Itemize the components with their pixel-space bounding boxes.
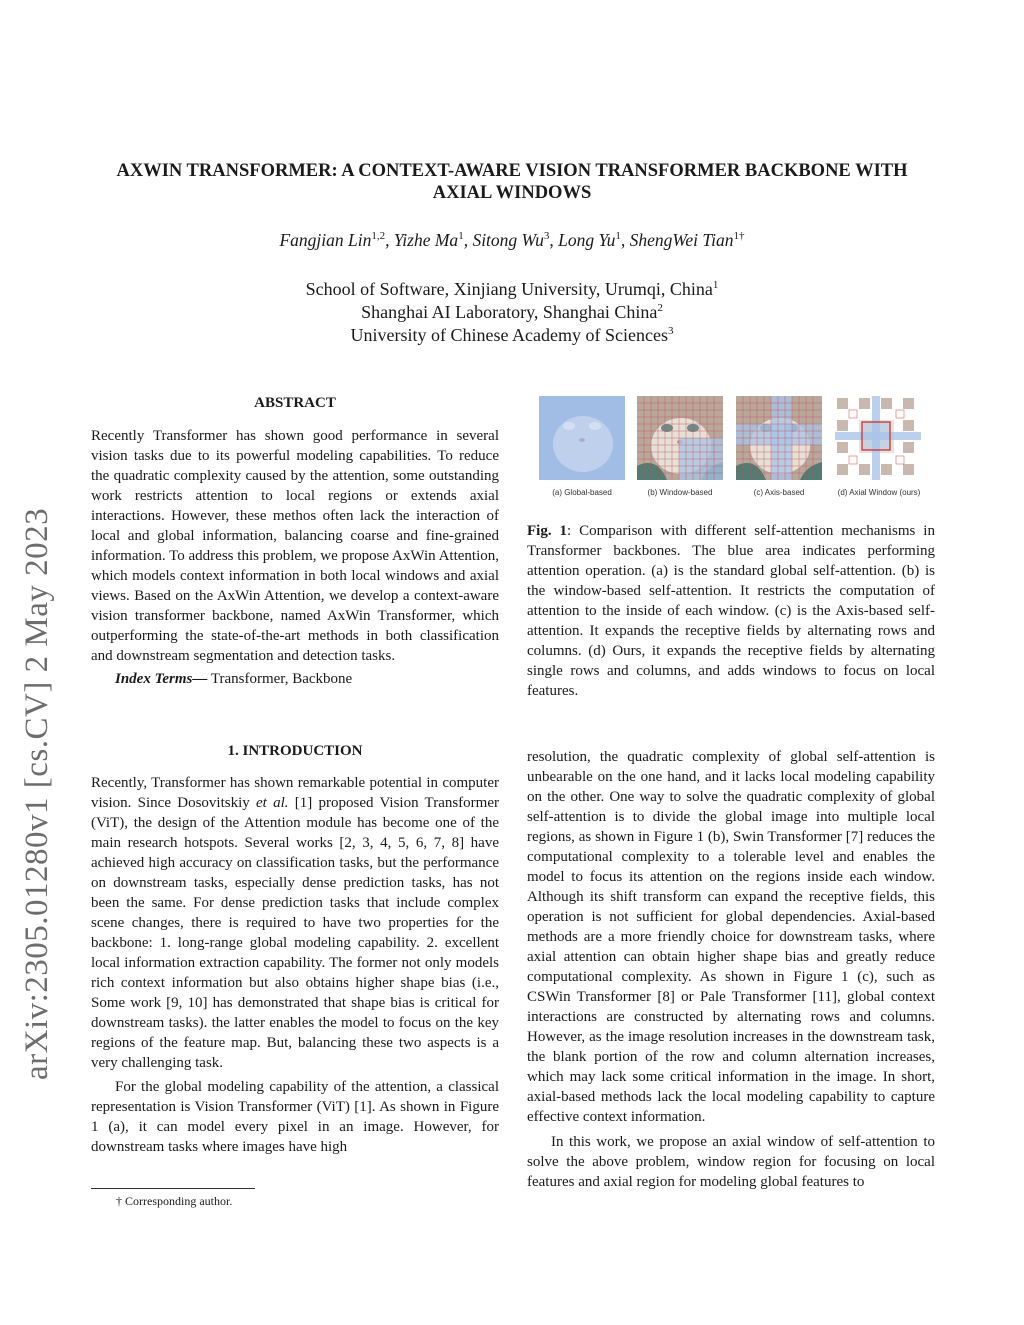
intro-paragraph-2: For the global modeling capability of the attention, a classical representation is Vision Transformer (ViT) [1]. As shown in Figure 1 (a), it can model every pixel in an image. However, for downstream tasks where images have high (91, 1079, 499, 1155)
index-terms: Index Terms— Transformer, Backbone (115, 671, 353, 687)
panel-axis-based (736, 396, 822, 480)
abstract-heading: ABSTRACT (254, 395, 336, 411)
panel-axial-window (835, 396, 921, 480)
panel-label: (b) Window-based (647, 488, 713, 497)
affiliation: University of Chinese Academy of Sciences$^3$ (350, 325, 674, 345)
affiliations (100, 278, 924, 347)
intro-paragraph-3: resolution, the quadratic complexity of global self-attention is unbearable on the one hand, and it lacks local modeling capability on the other. One way to solve the quadratic complexity of global self-attention is to divide the global image into multiple local regions, as shown in Figure 1 (b), Swin Transformer [7] reduces the computational complexity to a tolerable level and enables the model to focus its attention on the regions inside each window. Although its shift transform can expand the receptive fields, this operation is not sufficient for global dependencies. Axial-based methods are a more friendly choice for downstream tasks, where axial attention can obtain higher shape bias and greatly reduce computational complexity. As shown in Figure 1 (c), such as CSWin Transformer [8] or Pale Transformer [11], global context interactions are constructed by alternating rows and columns. However, as the image resolution increases in the downstream task, the blank portion of the row and column alternation increases, which may lack some critical information in the image. In short, axial-based methods lack the local modeling capability to capture effective context information. (527, 749, 935, 1125)
figure-caption: Fig. 1: Comparison with different self-attention mechanisms in Transformer backbones. The blue area indicates performing attention operation. (a) is the standard global self-attention. (b) is the window-based self-attention. It restricts the computation of attention to the inside of each window. (c) is the Axis-based self-attention. It expands the receptive fields by alternating rows and columns. (d) Ours, it expands the receptive fields by alternating single rows and columns, and adds windows to focus on local features. (527, 523, 935, 699)
abstract-body: Recently Transformer has shown good performance in several vision tasks due to its powerful modeling capabilities. To reduce the quadratic complexity caused by the attention, some outstanding work restricts attention to local regions or extends axial interactions. However, these methos often lack the interaction of local and global information, balancing coarse and fine-grained information. To address this problem, we propose AxWin Attention, which models context information in both local windows and axial views. Based on the AxWin Attention, we develop a context-aware vision transformer backbone, named AxWin Transformer, which outperforming the state-of-the-art methods in both classification and downstream segmentation and detection tasks. (91, 428, 499, 664)
intro-paragraph-1: Recently, Transformer has shown remarkable potential in computer vision. Since Dosovitskiy et al. [1] proposed Vision Transformer (ViT), the design of the Attention module has become one of the main research hotspots. Several works [2, 3, 4, 5, 6, 7, 8] have achieved high accuracy on classification tasks, but the performance on downstream tasks, especially dense prediction tasks, has not been the same. For dense prediction tasks that include complex scene changes, there is required to have two properties for the backbone: 1. long-range global modeling capability. 2. excellent local information extraction capability. The former not only models rich context information but also obtains higher shape bias (i.e., Some work [9, 10] has demonstrated that shape bias is critical for downstream tasks). the latter enables the model to focus on the key regions of the feature map. But, balancing these two aspects is a very challenging task. (91, 775, 499, 1071)
author: Yizhe Ma$^1$, (393, 230, 473, 250)
affiliation: School of Software, Xinjiang University, Urumqi, China$^1$ (305, 279, 719, 299)
panel-label: (a) Global-based (552, 488, 612, 497)
panel-label: (c) Axis-based (753, 488, 805, 497)
author: Sitong Wu$^3$, (472, 230, 559, 250)
panel-window-based (637, 396, 723, 480)
affiliation: Shanghai AI Laboratory, Shanghai China$^2$ (361, 302, 663, 322)
author: Long Yu$^1$, (558, 230, 630, 250)
abstract-section (91, 393, 499, 689)
figure-1 (532, 396, 932, 506)
arxiv-identifier: arXiv:2305.01280v1 [cs.CV] 2 May 2023 (19, 507, 55, 1080)
paper-title: AXWIN TRANSFORMER: A CONTEXT-AWARE VISION TRANSFORMER BACKBONE WITH AXIAL WINDOWS (116, 161, 908, 203)
author: Fangjian Lin$^{1,2}$, (279, 230, 394, 250)
introduction-continued (527, 747, 935, 1192)
introduction-heading: 1. INTRODUCTION (227, 743, 363, 759)
introduction-section (91, 741, 499, 1157)
footnote-rule (91, 1188, 255, 1189)
panel-global-based (539, 396, 625, 480)
footnote: † Corresponding author. (116, 1194, 233, 1208)
panel-label: (d) Axial Window (ours) (837, 488, 921, 497)
intro-paragraph-4: In this work, we propose an axial window of self-attention to solve the above problem, window region for focusing on local features and axial region for modeling global features to (527, 1134, 935, 1190)
author: ShengWei Tian$^{1\dagger}$ (629, 230, 745, 250)
author-list (100, 230, 924, 251)
